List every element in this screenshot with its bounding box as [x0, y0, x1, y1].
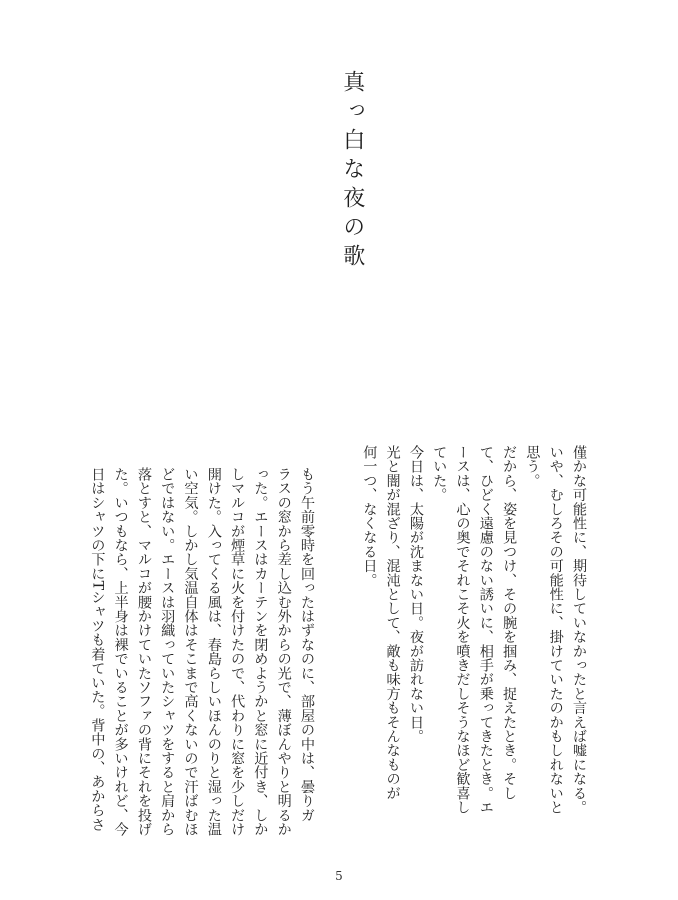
text-line: だから、姿を見つけ、その腕を掴み、捉えたとき。そし	[501, 445, 518, 800]
text-line: ていた。	[431, 445, 448, 502]
text-line: もう午前零時を回ったはずなのに、部屋の中は、曇りガ	[299, 467, 315, 822]
text-line: 僅かな可能性に、期待していなかったと言えば嘘になる。	[571, 445, 587, 815]
text-line: た。いつもなら、上半身は裸でいることが多いけれど、今	[112, 467, 129, 837]
text-line: どではない。エースは羽織っていたシャツをすると肩から	[159, 467, 176, 837]
text-line: ースは、心の奥でそれこそ火を噴きだしそうなほど歓喜し	[454, 445, 471, 815]
text-line: 何一つ、なくなる日。	[361, 445, 378, 587]
text-line: 思う。	[524, 445, 541, 488]
text-line: て、ひどく遠慮のない誘いに、相手が乗ってきたとき。エ	[477, 445, 494, 815]
chapter-title: 真っ白な夜の歌	[339, 70, 365, 273]
text-line: 光と闇が混ざり、混沌として、敵も味方もそんなものが	[384, 445, 401, 800]
text-line: 開けた。入ってくる風は、春島らしいほんのりと湿った温	[205, 467, 222, 837]
text-line: ラスの窓から差し込む外からの光で、薄ぼんやりと明るか	[275, 467, 292, 837]
text-line: しマルコが煙草に火を付けたので、代わりに窓を少しだけ	[229, 467, 246, 837]
text-line: 今日は、太陽が沈まない日。夜が訪れない日。	[407, 445, 424, 744]
text-line: 落とすと、マルコが腰かけていたソファの背にそれを投げ	[135, 467, 152, 837]
text-line: いや、むしろその可能性に、掛けていたのかもしれないと	[547, 445, 564, 815]
text-block-right	[350, 445, 590, 845]
text-line: 日はシャツの下にTシャツも着ていた。背中の、あからさ	[89, 467, 106, 832]
page-number: 5	[335, 869, 343, 883]
text-block-left	[74, 467, 318, 847]
text-line: った。エースはカーテンを閉めようかと窓に近付き、しか	[252, 467, 269, 837]
text-line: い空気。しかし気温自体はそこまで高くないので汗ばむほ	[182, 467, 199, 837]
